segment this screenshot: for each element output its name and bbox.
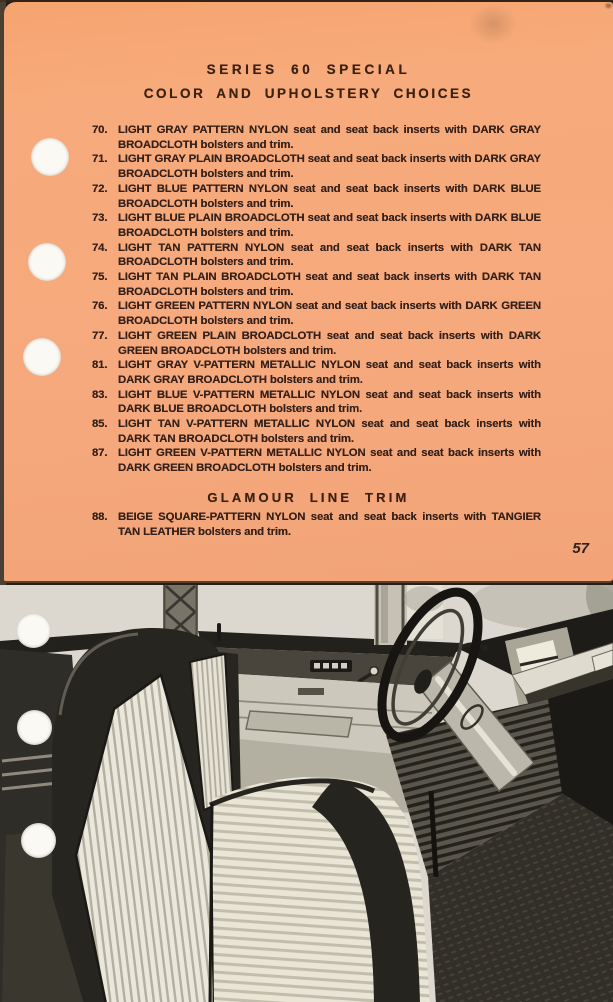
item-text: LIGHT GREEN PATTERN NYLON seat and seat back inserts with DARK GREEN BROADCLOTH bolsters and trim.: [118, 300, 541, 328]
upholstery-item: [92, 299, 541, 328]
item-text: LIGHT BLUE PLAIN BROADCLOTH seat and seat back inserts with DARK BLUE BROADCLOTH bolsters and trim.: [118, 212, 541, 239]
binder-hole: [16, 613, 51, 648]
item-text: BEIGE SQUARE-PATTERN NYLON seat and seat back inserts with TANGIER TAN LEATHER bolsters and trim.: [118, 510, 541, 538]
item-number: 75.: [92, 271, 108, 284]
card-title: SERIES 60 SPECIAL: [206, 62, 411, 77]
binder-hole: [21, 823, 56, 858]
upholstery-item: [92, 417, 541, 446]
upholstery-item: [92, 446, 541, 475]
upholstery-item: [92, 182, 541, 211]
item-text: LIGHT GREEN PLAIN BROADCLOTH seat and seat back inserts with DARK GREEN BROADCLOTH bolsters and trim.: [118, 329, 541, 357]
item-number: 72.: [92, 182, 108, 195]
item-text: LIGHT GREEN V-PATTERN METALLIC NYLON seat and seat back inserts with DARK GREEN BROADCLOTH bolsters and trim.: [118, 447, 541, 475]
glamour-list: [4, 505, 613, 539]
item-text: LIGHT GRAY V-PATTERN METALLIC NYLON seat and seat back inserts with DARK GRAY BROADCLOTH bolsters and trim.: [118, 359, 541, 386]
page-number: 57: [572, 540, 589, 557]
page-top-edge: [0, 0, 613, 2]
upholstery-item: [92, 510, 541, 539]
item-text: LIGHT GRAY PLAIN BROADCLOTH seat and seat back inserts with DARK GRAY BROADCLOTH bolsters and trim.: [118, 153, 541, 181]
binder-hole: [31, 138, 69, 176]
glamour-line-trim-title: GLAMOUR LINE TRIM: [207, 489, 410, 505]
interior-photo: [0, 585, 613, 1002]
item-text: LIGHT TAN V-PATTERN METALLIC NYLON seat and seat back inserts with DARK TAN BROADCLOTH bolsters and trim.: [118, 418, 541, 445]
item-number: 83.: [92, 388, 108, 401]
item-text: LIGHT GRAY PATTERN NYLON seat and seat back inserts with DARK GRAY BROADCLOTH bolsters and trim.: [118, 124, 541, 151]
upholstery-item: [92, 152, 541, 181]
binder-hole: [17, 710, 52, 745]
item-number: 81.: [92, 359, 108, 372]
item-number: 77.: [92, 329, 108, 342]
item-number: 71.: [92, 153, 108, 166]
item-number: 88.: [92, 510, 108, 523]
upholstery-item: [92, 123, 541, 152]
door-handle: [370, 667, 378, 675]
item-number: 85.: [92, 418, 108, 431]
item-number: 73.: [92, 212, 108, 225]
binder-hole: [23, 338, 61, 376]
upholstery-item: [92, 241, 541, 270]
item-number: 87.: [92, 447, 108, 460]
card-subtitle: COLOR AND UPHOLSTERY CHOICES: [143, 86, 474, 101]
item-text: LIGHT TAN PLAIN BROADCLOTH seat and seat back inserts with DARK TAN BROADCLOTH bolsters and trim.: [118, 271, 541, 298]
item-text: LIGHT TAN PATTERN NYLON seat and seat back inserts with DARK TAN BROADCLOTH bolsters and trim.: [118, 241, 541, 269]
item-number: 74.: [92, 241, 108, 254]
upholstery-item: [92, 388, 541, 417]
binder-hole: [28, 243, 66, 281]
upholstery-item: [92, 329, 541, 358]
item-number: 76.: [92, 300, 108, 313]
upholstery-item: [92, 358, 541, 387]
upholstery-card: [4, 2, 613, 583]
windshield-pillar: [374, 585, 444, 645]
upholstery-item: [92, 211, 541, 240]
item-number: 70.: [92, 124, 108, 136]
upholstery-list: [4, 101, 613, 476]
item-text: LIGHT BLUE PATTERN NYLON seat and seat back inserts with DARK BLUE BROADCLOTH bolsters and trim.: [118, 182, 541, 210]
upholstery-item: [92, 270, 541, 299]
item-text: LIGHT BLUE V-PATTERN METALLIC NYLON seat and seat back inserts with DARK BLUE BROADCLOTH bolsters and trim.: [118, 388, 541, 416]
